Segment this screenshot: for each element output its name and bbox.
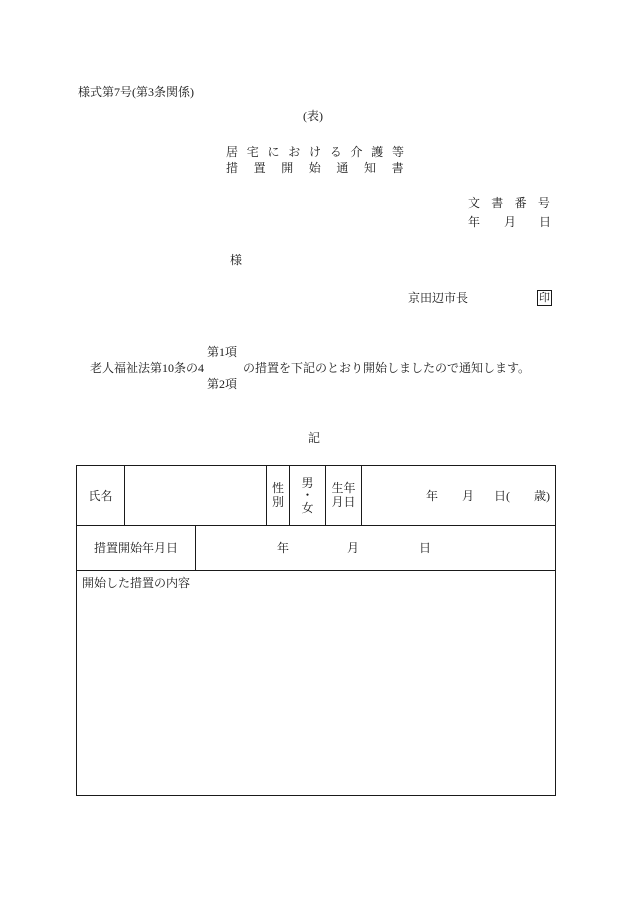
sex-option-female: 女 — [301, 500, 314, 515]
issue-date-year: 年 — [468, 215, 481, 229]
birth-date-age: 歳) — [534, 488, 550, 503]
table-row-start-date — [77, 526, 555, 571]
birth-label-cell — [326, 466, 362, 525]
clause-1: 第1項 — [207, 345, 238, 359]
name-label: 氏名 — [88, 488, 113, 503]
issuer-name: 京田辺市長 — [408, 291, 469, 305]
clause-2: 第2項 — [207, 377, 238, 391]
notice-table — [76, 465, 556, 796]
sex-label-1: 性 — [271, 481, 284, 495]
title-line-1: 居宅における介護等 — [226, 145, 413, 159]
table-row-contents — [77, 571, 555, 795]
start-date-day: 日 — [419, 541, 432, 555]
birth-date-cell — [362, 466, 555, 525]
issue-date-day: 日 — [539, 215, 552, 229]
birth-date-year: 年 — [426, 488, 439, 503]
birth-label-1: 生年 — [331, 481, 356, 495]
sex-option-separator: ・ — [301, 488, 314, 503]
notice-text: の措置を下記のとおり開始しましたので通知します。 — [243, 361, 531, 375]
sex-options-cell — [290, 466, 326, 525]
name-value-cell — [125, 466, 267, 525]
side-marker: (表) — [303, 109, 323, 123]
sex-label-2: 別 — [271, 494, 284, 509]
ki-heading: 記 — [308, 431, 321, 445]
start-date-month: 月 — [347, 541, 360, 555]
start-date-label-cell — [77, 526, 196, 570]
issue-date-month: 月 — [504, 215, 517, 229]
addressee-suffix: 様 — [230, 253, 243, 267]
birth-date-day: 日( — [494, 488, 510, 503]
start-date-label: 措置開始年月日 — [93, 541, 178, 555]
sex-option-male: 男 — [301, 475, 314, 490]
start-date-year: 年 — [277, 541, 290, 555]
seal-mark: 印 — [539, 292, 550, 304]
birth-date-month: 月 — [462, 488, 475, 503]
document-number-label: 文書番号 — [468, 196, 562, 210]
sex-label-cell — [267, 466, 290, 525]
name-label-cell — [77, 466, 125, 525]
table-row-person — [77, 466, 555, 526]
title-line-2: 措置開始通知書 — [226, 161, 420, 175]
birth-label-2: 月日 — [331, 494, 356, 509]
start-date-value-cell — [196, 526, 555, 570]
form-number: 様式第7号(第3条関係) — [78, 85, 194, 99]
law-reference: 老人福祉法第10条の4 — [90, 361, 205, 375]
contents-label: 開始した措置の内容 — [82, 576, 191, 590]
